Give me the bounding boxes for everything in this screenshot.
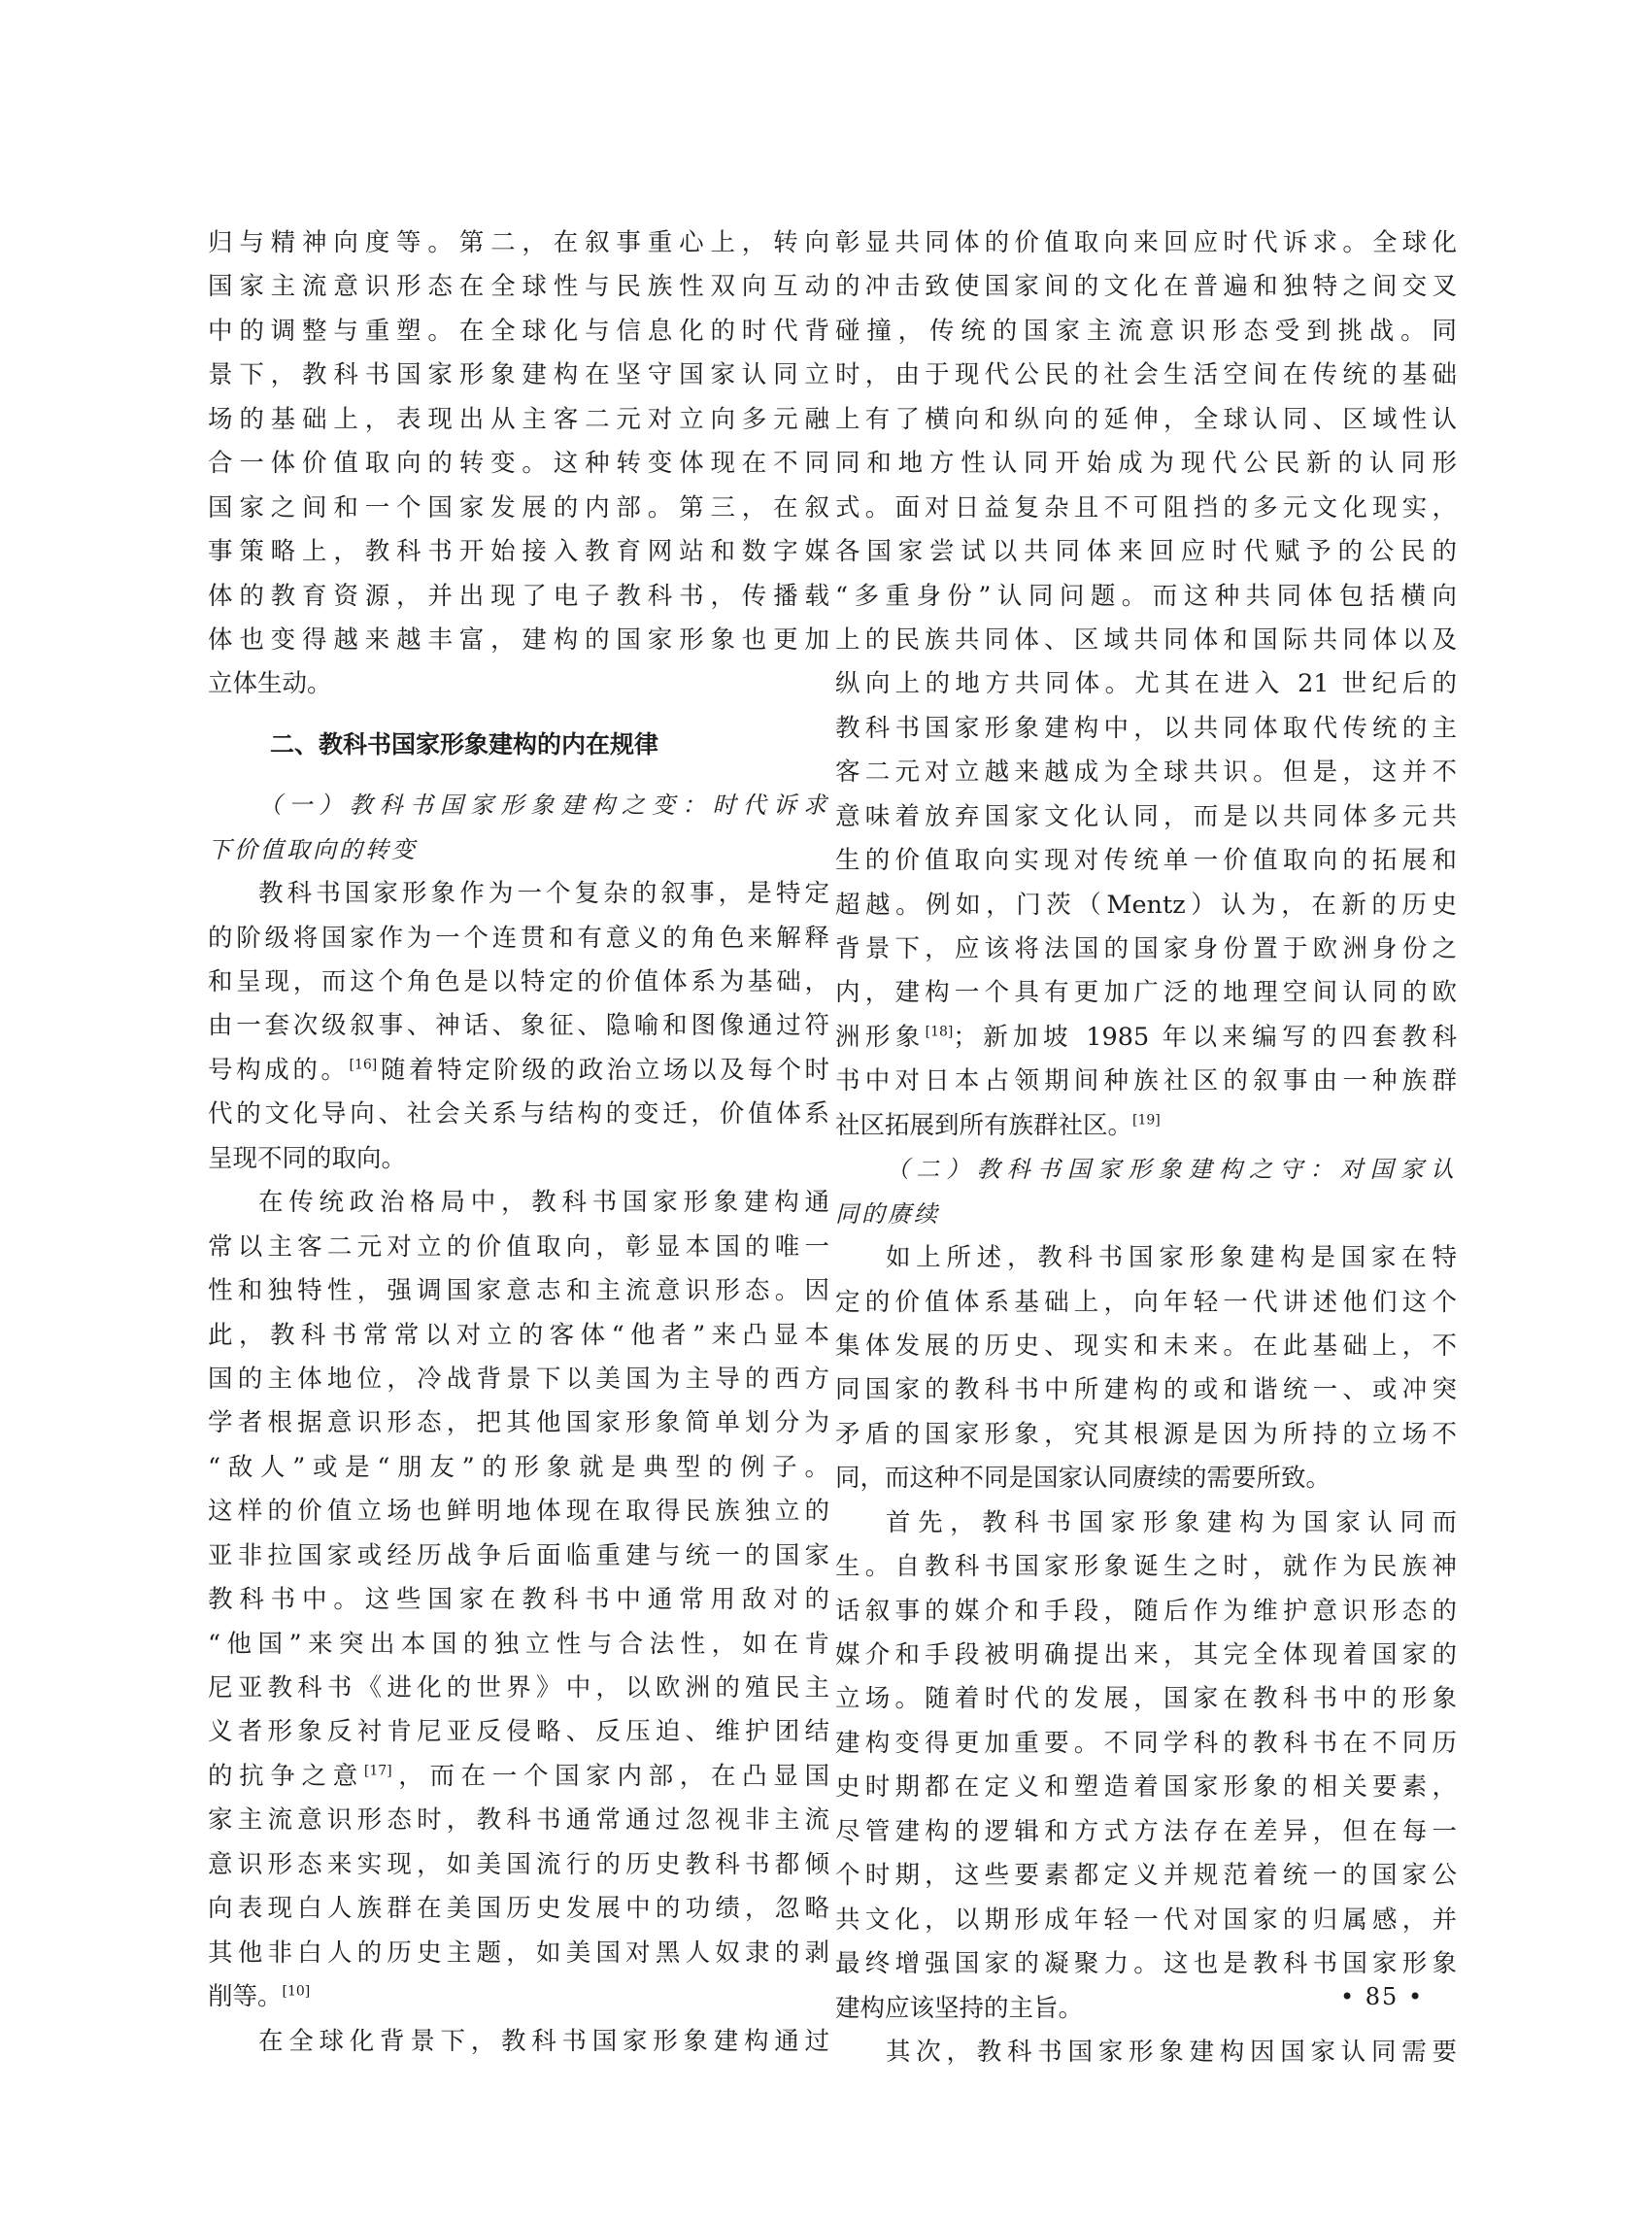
body-line: 超越。例如，门茨（Mentz）认为，在新的历史 (835, 890, 1457, 920)
body-line: 其次，教科书国家形象建构因国家认同需要 (886, 2037, 1457, 2067)
body-line: 如上所述，教科书国家形象建构是国家在特 (886, 1243, 1457, 1273)
body-line: 背景下，应该将法国的国家身份置于欧洲身份之 (835, 934, 1457, 963)
body-line: 建构变得更加重要。不同学科的教科书在不同历 (835, 1728, 1457, 1758)
body-text: ，而在一个国家内部，在凸显国 (391, 1761, 829, 1791)
body-line: 景下，教科书国家形象建构在坚守国家认同立 (208, 360, 829, 390)
body-line: 教科书国家形象建构中，以共同体取代传统的主 (835, 713, 1457, 743)
body-line: 史时期都在定义和塑造着国家形象的相关要素， (835, 1772, 1457, 1803)
citation-ref: [16] (349, 1057, 378, 1073)
body-line: 话叙事的媒介和手段，随后作为维护意识形态的 (835, 1596, 1457, 1626)
body-line (208, 1755, 829, 1799)
body-line: 国家主流意识形态在全球性与民族性双向互动 (208, 272, 829, 302)
body-text: 随着特定阶级的政治立场以及每个时 (377, 1055, 829, 1085)
body-line: 国家之间和一个国家发展的内部。第三，在叙 (208, 492, 829, 523)
body-line: 事策略上，教科书开始接入教育网站和数字媒 (208, 537, 829, 567)
body-line: 立体生动。 (208, 669, 332, 699)
body-line: 体的教育资源，并出现了电子教科书，传播载 (208, 581, 829, 611)
body-line: 的阶级将国家作为一个连贯和有意义的角色来解释 (208, 923, 829, 953)
body-line: 场的基础上，表现出从主客二元对立向多元融 (208, 404, 829, 434)
body-line: “他国”来突出本国的独立性与合法性，如在肯 (208, 1629, 829, 1659)
subsection-heading: （二）教科书国家形象建构之守：对国家认 (886, 1156, 1457, 1184)
body-line: 国的主体地位，冷战背景下以美国为主导的西方 (208, 1364, 829, 1394)
page-number: • 85 • (1340, 1983, 1425, 2010)
body-line (835, 1016, 1457, 1060)
right-column (835, 221, 1457, 2074)
body-text: 洲形象 (835, 1022, 926, 1052)
body-line: 个时期，这些要素都定义并规范着统一的国家公 (835, 1861, 1457, 1891)
body-line: 意识形态来实现，如美国流行的历史教科书都倾 (208, 1849, 829, 1879)
body-line: 同国家的教科书中所建构的或和谐统一、或冲突 (835, 1375, 1457, 1405)
body-line: 在全球化背景下，教科书国家形象建构通过 (258, 2026, 829, 2056)
body-line: 建构应该坚持的主旨。 (835, 1993, 1084, 2023)
body-line: 其他非白人的历史主题，如美国对黑人奴隶的剥 (208, 1938, 829, 1968)
body-line: 常以主客二元对立的价值取向，彰显本国的唯一 (208, 1231, 829, 1262)
body-line: 立场。随着时代的发展，国家在教科书中的形象 (835, 1684, 1457, 1714)
body-line: 媒介和手段被明确提出来，其完全体现着国家的 (835, 1640, 1457, 1669)
body-line: 共文化，以期形成年轻一代对国家的归属感，并 (835, 1905, 1457, 1935)
body-text: 社区拓展到所有族群社区。 (835, 1110, 1133, 1140)
citation-ref: [19] (1132, 1112, 1161, 1129)
subsection-heading: 同的赓续 (835, 1199, 940, 1228)
body-line: 尼亚教科书《进化的世界》中，以欧洲的殖民主 (208, 1673, 829, 1702)
body-line (208, 1975, 829, 2019)
body-line: 这样的价值立场也鲜明地体现在取得民族独立的 (208, 1497, 829, 1527)
body-line: 同，而这种不同是国家认同赓续的需要所致。 (835, 1464, 1332, 1494)
body-line: 归与精神向度等。第二，在叙事重心上，转向 (208, 228, 829, 257)
body-line: 首先，教科书国家形象建构为国家认同而 (886, 1507, 1457, 1537)
body-text: 的抗争之意 (208, 1761, 364, 1791)
body-line: 上的民族共同体、区域共同体和国际共同体以及 (835, 624, 1457, 655)
body-line: 同和地方性认同开始成为现代公民新的认同形 (835, 449, 1457, 479)
body-line: 义者形象反衬肯尼亚反侵略、反压迫、维护团结 (208, 1717, 829, 1747)
body-text: 削等。 (208, 1982, 283, 2012)
body-line: 最终增强国家的凝聚力。这也是教科书国家形象 (835, 1949, 1457, 1979)
body-line: 生。自教科书国家形象诞生之时，就作为民族神 (835, 1552, 1457, 1582)
body-line: “敌人”或是“朋友”的形象就是典型的例子。 (208, 1452, 829, 1482)
body-line: 亚非拉国家或经历战争后面临重建与统一的国家 (208, 1540, 829, 1570)
body-line: 生的价值取向实现对传统单一价值取向的拓展和 (835, 846, 1457, 876)
body-line: 体也变得越来越丰富，建构的国家形象也更加 (208, 624, 829, 655)
citation-ref: [17] (363, 1763, 392, 1779)
body-line: 意味着放弃国家文化认同，而是以共同体多元共 (835, 801, 1457, 831)
citation-ref: [10] (282, 1983, 311, 2000)
section-heading: 二、教科书国家形象建构的内在规律 (270, 729, 659, 759)
body-line: “多重身份”认同问题。而这种共同体包括横向 (835, 581, 1457, 611)
body-line: 和呈现，而这个角色是以特定的价值体系为基础， (208, 967, 829, 996)
body-line (208, 1049, 829, 1093)
body-line: 定的价值体系基础上，向年轻一代讲述他们这个 (835, 1287, 1457, 1317)
body-line: 的冲击致使国家间的文化在普遍和独特之间交叉 (835, 272, 1457, 302)
body-line: 纵向上的地方共同体。尤其在进入 21 世纪后的 (835, 669, 1457, 699)
body-line: 各国家尝试以共同体来回应时代赋予的公民的 (835, 537, 1457, 567)
subsection-heading: （一）教科书国家形象建构之变：时代诉求 (258, 792, 829, 820)
body-line: 碰撞，传统的国家主流意识形态受到挑战。同 (835, 316, 1457, 346)
body-line: 呈现不同的取向。 (208, 1143, 407, 1173)
body-line: 式。面对日益复杂且不可阻挡的多元文化现实， (835, 492, 1457, 523)
body-line: 学者根据意识形态，把其他国家形象简单划分为 (208, 1408, 829, 1438)
body-line: 向表现白人族群在美国历史发展中的功绩，忽略 (208, 1894, 829, 1924)
body-line: 由一套次级叙事、神话、象征、隐喻和图像通过符 (208, 1011, 829, 1041)
body-line: 内，建构一个具有更加广泛的地理空间认同的欧 (835, 978, 1457, 1008)
body-line: 合一体价值取向的转变。这种转变体现在不同 (208, 449, 829, 479)
body-line (835, 1104, 1457, 1148)
body-line: 上有了横向和纵向的延伸，全球认同、区域性认 (835, 404, 1457, 434)
subsection-heading: 下价值取向的转变 (208, 835, 418, 863)
body-line: 家主流意识形态时，教科书通常通过忽视非主流 (208, 1805, 829, 1836)
body-line: 代的文化导向、社会关系与结构的变迁，价值体系 (208, 1099, 829, 1129)
left-column (208, 221, 829, 2064)
body-line: 此，教科书常常以对立的客体“他者”来凸显本 (208, 1320, 829, 1350)
body-line: 教科书中。这些国家在教科书中通常用敌对的 (208, 1585, 829, 1615)
body-line: 中的调整与重塑。在全球化与信息化的时代背 (208, 316, 829, 346)
body-line: 时，由于现代公民的社会生活空间在传统的基础 (835, 360, 1457, 390)
body-line: 集体发展的历史、现实和未来。在此基础上，不 (835, 1331, 1457, 1361)
body-line: 矛盾的国家形象，究其根源是因为所持的立场不 (835, 1419, 1457, 1449)
body-line: 教科书国家形象作为一个复杂的叙事，是特定 (258, 879, 829, 909)
body-text: 号构成的。 (208, 1055, 350, 1085)
citation-ref: [18] (925, 1024, 954, 1040)
body-line: 尽管建构的逻辑和方式方法存在差异，但在每一 (835, 1816, 1457, 1846)
body-line: 彰显共同体的价值取向来回应时代诉求。全球化 (835, 228, 1457, 257)
body-line: 性和独特性，强调国家意志和主流意识形态。因 (208, 1276, 829, 1306)
body-line: 客二元对立越来越成为全球共识。但是，这并不 (835, 758, 1457, 788)
body-line: 在传统政治格局中，教科书国家形象建构通 (258, 1188, 829, 1218)
body-line: 书中对日本占领期间种族社区的叙事由一种族群 (835, 1066, 1457, 1096)
body-text: ；新加坡 1985 年以来编写的四套教科 (953, 1022, 1457, 1052)
